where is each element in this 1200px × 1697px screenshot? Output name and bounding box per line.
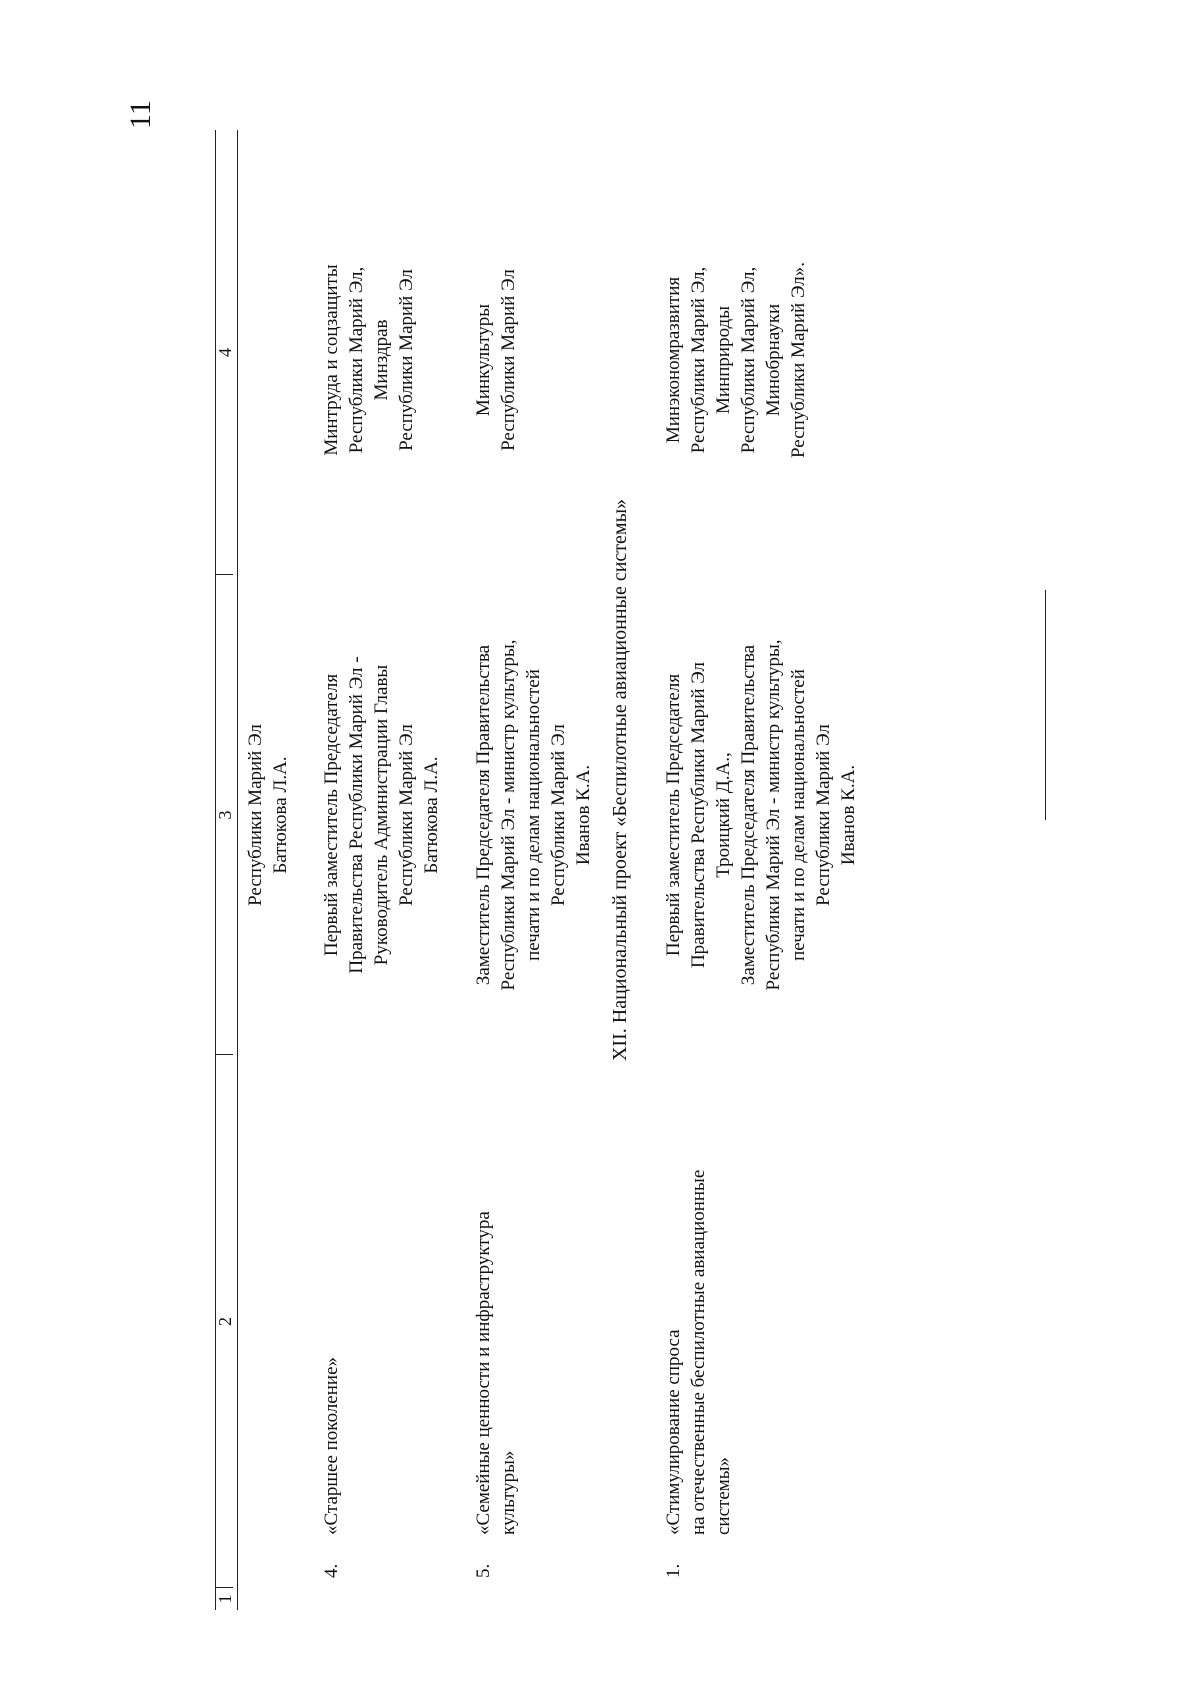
executors [661,150,811,570]
text-line: Республики Марий Эл [813,724,834,906]
text-line: печати и по делам национальностей [788,669,809,961]
text-line: Правительства Республики Марий Эл - [346,656,367,974]
text-line: Иванов К.А. [573,764,594,866]
text-line: Минкультуры [473,303,494,417]
end-rule [1045,590,1046,820]
text-line: Первый заместитель Председателя [663,673,684,957]
text-line: Батюкова Л.А. [421,756,442,874]
text-line: «Семейные ценности и инфраструктура [473,1211,494,1535]
table-header-rule [237,130,238,1610]
document-table [215,130,935,1610]
text-line: Минздрав [371,319,392,401]
text-line: «Старшее поколение» [321,1356,342,1535]
row-number: 5. [473,1563,494,1578]
project-name [661,1170,736,1535]
text-line: Республики Марий Эл». [788,262,809,459]
intro-responsible [243,580,293,1050]
text-line: системы» [713,1456,734,1535]
text-line: Республики Марий Эл, [688,266,709,454]
row-number: 4. [321,1563,342,1578]
column-header-3: 3 [215,810,235,820]
text-line: Республики Марий Эл - министр культуры, [763,639,784,991]
text-line: Республики Марий Эл, [346,266,367,454]
text-line: Республики Марий Эл - министр культуры, [498,639,519,991]
text-line: Правительства Республики Марий Эл [688,661,709,969]
text-line: культуры» [498,1450,519,1535]
text-line: Минприроды [713,306,734,414]
column-header-2: 2 [215,1317,235,1326]
text-line: Батюкова Л.А. [270,756,291,874]
text-line: на отечественные беспилотные авиационные [688,1169,709,1535]
project-name [319,1357,344,1535]
row-number: 1. [663,1563,684,1578]
section-heading: XII. Национальный проект «Беспилотные авиационные системы» [609,498,631,1062]
text-line: Минобрнауки [763,303,784,417]
executors [319,150,419,570]
text-line: Республики Марий Эл [396,269,417,451]
text-line: Минтруда и соцзащиты [321,264,342,456]
project-name [471,1211,521,1535]
executors [471,150,521,570]
text-line: Заместитель Председателя Правительства [738,644,759,986]
text-line: Республики Марий Эл [548,724,569,906]
responsible-person [471,580,596,1050]
page-number: 11 [124,100,157,129]
responsible-person [661,580,861,1050]
column-header-1: 1 [215,1594,235,1604]
text-line: Республики Марий Эл, [738,266,759,454]
text-line: «Стимулирование спроса [663,1329,684,1535]
text-line: Троицкий Д.А., [713,752,734,878]
responsible-person [319,580,444,1050]
text-line: Руководитель Администрации Главы [371,664,392,966]
text-line: Иванов К.А. [838,764,859,866]
text-line: Минэкономразвития [663,276,684,444]
text-line: Республики Марий Эл [498,269,519,451]
text-line: печати и по делам национальностей [523,669,544,961]
column-header-4: 4 [215,348,235,357]
text-line: Республики Марий Эл [396,724,417,906]
text-line: Первый заместитель Председателя [321,673,342,957]
text-line: Заместитель Председателя Правительства [473,644,494,986]
text-line: Республики Марий Эл [245,724,266,906]
